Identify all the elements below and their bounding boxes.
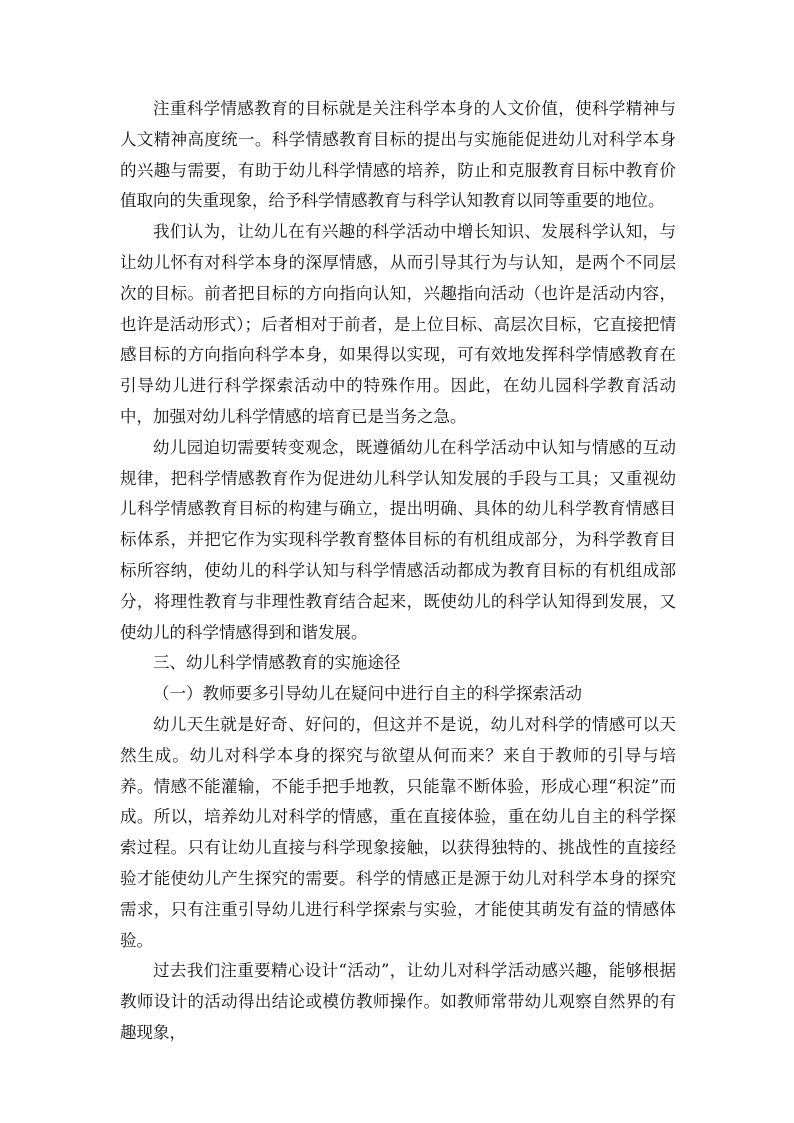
subsection-heading: （一）教师要多引导幼儿在疑问中进行自主的科学探索活动 [153,684,582,704]
paragraph-past-activity-design: 过去我们注重要精心设计“活动”，让幼儿对科学活动感兴趣，能够根据教师设计的活动得出结论或模仿教师操作。如教师常带幼儿观察自然界的有趣现象， [120,961,676,1042]
paragraph-goal-of-science-emotion-education: 注重科学情感教育的目标就是关注科学本身的人文价值，使科学精神与人文精神高度统一。科学情感教育目标的提出与实施能促进幼儿对科学本身的兴趣与需要，有助于幼儿科学情感的培养，防止和克服教育目标中教育价值取向的失重现象，给予科学情感教育与科学认知教育以同等重要的地位。 [120,99,676,211]
document-body [120,94,676,1049]
paragraph-children-curiosity: 幼儿天生就是好奇、好问的，但这并不是说，幼儿对科学的情感可以天然生成。幼儿对科学本身的探究与欲望从何而来？来自于教师的引导与培养。情感不能灌输，不能手把手地教，只能靠不断体验，形成心理“积淀”而成。所以，培养幼儿对科学的情感，重在直接体验，重在幼儿自主的科学探索过程。只有让幼儿直接与科学现象接触，以获得独特的、挑战性的直接经验才能使幼儿产生探究的需要。科学的情感正是源于幼儿对科学本身的探究需求，只有注重引导幼儿进行科学探索与实验，才能使其萌发有益的情感体验。 [120,714,676,950]
section-heading: 三、幼儿科学情感教育的实施途径 [153,653,401,673]
paragraph-two-levels-of-goals: 我们认为，让幼儿在有兴趣的科学活动中增长知识、发展科学认知，与让幼儿怀有对科学本身的深厚情感，从而引导其行为与认知，是两个不同层次的目标。前者把目标的方向指向认知，兴趣指向活动（也许是活动内容，也许是活动形式）；后者相对于前者，是上位目标、高层次目标，它直接把情感目标的方向指向科学本身，如果得以实现，可有效地发挥科学情感教育在引导幼儿进行科学探索活动中的特殊作用。因此，在幼儿园科学教育活动中，加强对幼儿科学情感的培育已是当务之急。 [120,222,676,426]
paragraph-kindergarten-change-concept: 幼儿园迫切需要转变观念，既遵循幼儿在科学活动中认知与情感的互动规律，把科学情感教育作为促进幼儿科学认知发展的手段与工具；又重视幼儿科学情感教育目标的构建与确立，提出明确、具体的幼儿科学教育情感目标体系，并把它作为实现科学教育整体目标的有机组成部分，为科学教育目标所容纳，使幼儿的科学认知与科学情感活动都成为教育目标的有机组成部分，将理性教育与非理性教育结合起来，既使幼儿的科学认知得到发展，又使幼儿的科学情感得到和谐发展。 [120,437,676,642]
